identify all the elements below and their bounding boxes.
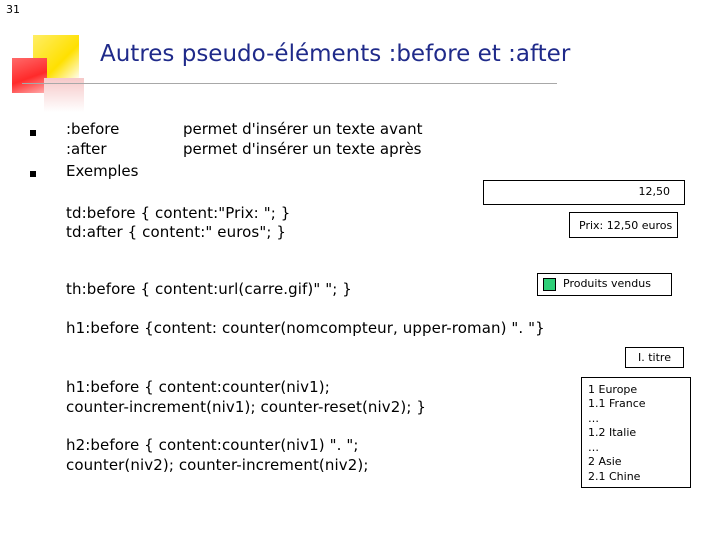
demo-prix-text: Prix: 12,50 euros [579, 219, 673, 232]
example-h2-niv2-line1: h2:before { content:counter(niv1) ". "; [66, 436, 359, 454]
bullet-square-icon [30, 130, 36, 136]
title-divider [22, 83, 557, 84]
example-td-before: td:before { content:"Prix: "; } [66, 204, 291, 222]
demo-price-text: 12,50 [638, 185, 670, 198]
demo-prix-cell [569, 212, 678, 238]
bullet-term-after: :after [66, 140, 107, 158]
example-th-before: th:before { content:url(carre.gif)" "; } [66, 280, 352, 298]
bullet-square-icon [30, 171, 36, 177]
demo-products-text: Produits vendus [563, 277, 651, 290]
bullet-term-before: :before [66, 120, 120, 138]
outline-line: 1.1 France [588, 397, 646, 410]
outline-line: 2 Asie [588, 455, 622, 468]
demo-products-header [537, 273, 672, 296]
outline-line: … [588, 412, 599, 425]
example-h1-counter: h1:before {content: counter(nomcompteur, upper-roman) ". "} [66, 319, 545, 337]
outline-line: 1.2 Italie [588, 426, 637, 439]
demo-titre-heading [625, 347, 684, 368]
outline-line: 1 Europe [588, 383, 638, 396]
demo-price-cell [483, 180, 685, 205]
slide-title: Autres pseudo-éléments :before et :after [100, 41, 571, 67]
bullet-term-examples: Exemples [66, 162, 139, 180]
example-h1-niv1-line2: counter-increment(niv1); counter-reset(niv2); } [66, 398, 427, 416]
demo-titre-text: I. titre [638, 351, 671, 364]
example-td-after: td:after { content:" euros"; } [66, 223, 287, 241]
bullet-desc-after: permet d'insérer un texte après [183, 140, 422, 158]
decorative-red-square [12, 58, 47, 93]
slide-number: 31 [6, 3, 20, 16]
example-h2-niv2-line2: counter(niv2); counter-increment(niv2); [66, 456, 369, 474]
demo-outline-list [581, 377, 691, 488]
example-h1-niv1-line1: h1:before { content:counter(niv1); [66, 378, 330, 396]
bullet-desc-before: permet d'insérer un texte avant [183, 120, 423, 138]
outline-line: … [588, 441, 599, 454]
green-square-icon [543, 278, 556, 291]
outline-line: 2.1 Chine [588, 470, 641, 483]
